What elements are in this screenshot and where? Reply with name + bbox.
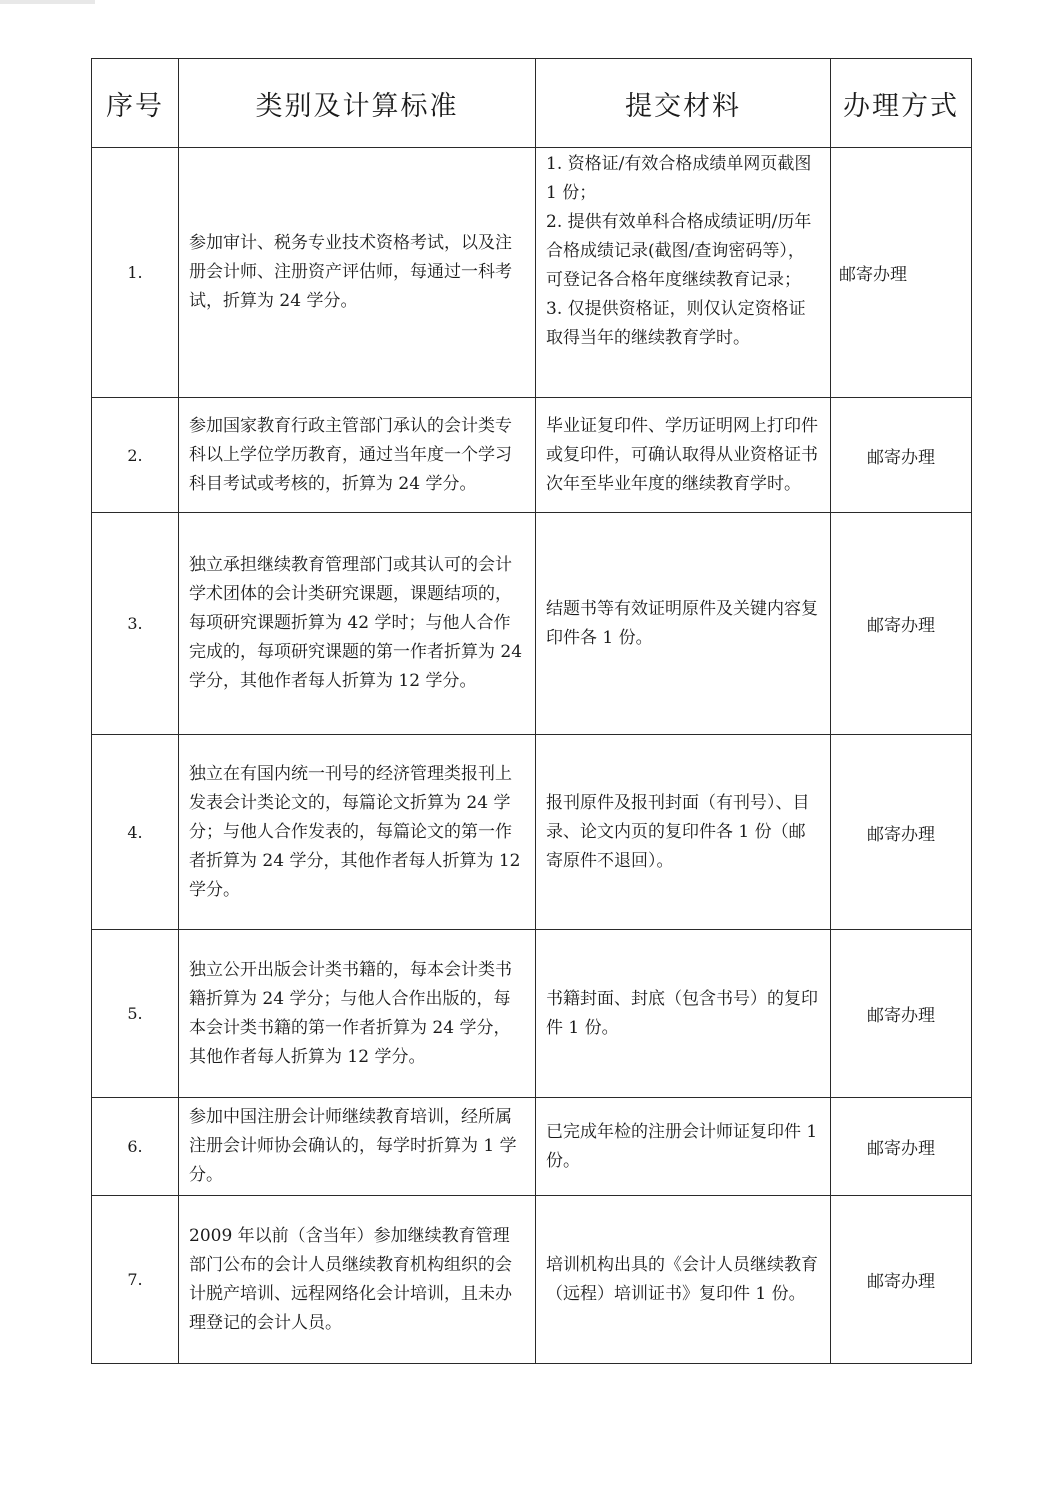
table-row xyxy=(92,1196,972,1364)
row-index: 5. xyxy=(92,930,179,1098)
table-row xyxy=(92,148,972,398)
row-index: 4. xyxy=(92,735,179,930)
row-category: 独立公开出版会计类书籍的，每本会计类书籍折算为 24 学分；与他人合作出版的，每本会计类书籍的第一作者折算为 24 学分，其他作者每人折算为 12 学分。 xyxy=(179,930,536,1098)
table-row xyxy=(92,513,972,735)
table-row xyxy=(92,398,972,513)
header-index: 序号 xyxy=(92,59,179,148)
table-row xyxy=(92,1098,972,1196)
row-category: 2009 年以前（含当年）参加继续教育管理部门公布的会计人员继续教育机构组织的会计脱产培训、远程网络化会计培训，且未办理登记的会计人员。 xyxy=(179,1196,536,1364)
row-materials: 结题书等有效证明原件及关键内容复印件各 1 份。 xyxy=(536,513,831,735)
row-index: 1. xyxy=(92,148,179,398)
row-materials: 培训机构出具的《会计人员继续教育（远程）培训证书》复印件 1 份。 xyxy=(536,1196,831,1364)
scan-edge-mark xyxy=(0,0,95,4)
row-method: 邮寄办理 xyxy=(831,148,972,398)
material-line: 3. 仅提供资格证，则仅认定资格证取得当年的继续教育学时。 xyxy=(546,299,806,348)
row-materials: 毕业证复印件、学历证明网上打印件或复印件，可确认取得从业资格证书次年至毕业年度的继续教育学时。 xyxy=(536,398,831,513)
row-method: 邮寄办理 xyxy=(831,513,972,735)
header-category: 类别及计算标准 xyxy=(179,59,536,148)
row-method: 邮寄办理 xyxy=(831,930,972,1098)
row-materials: 已完成年检的注册会计师证复印件 1 份。 xyxy=(536,1098,831,1196)
table-header-row xyxy=(92,59,972,148)
row-index: 2. xyxy=(92,398,179,513)
header-method: 办理方式 xyxy=(831,59,972,148)
row-category: 参加中国注册会计师继续教育培训，经所属注册会计师协会确认的，每学时折算为 1 学分。 xyxy=(179,1098,536,1196)
continuing-education-table xyxy=(91,58,972,1364)
row-category: 参加国家教育行政主管部门承认的会计类专科以上学位学历教育，通过当年度一个学习科目考试或考核的，折算为 24 学分。 xyxy=(179,398,536,513)
material-line: 1. 资格证/有效合格成绩单网页截图 1 份； xyxy=(546,154,812,203)
row-category: 独立在有国内统一刊号的经济管理类报刊上发表会计类论文的，每篇论文折算为 24 学分；与他人合作发表的，每篇论文的第一作者折算为 24 学分，其他作者每人折算为 12 学分。 xyxy=(179,735,536,930)
row-materials: 书籍封面、封底（包含书号）的复印件 1 份。 xyxy=(536,930,831,1098)
row-category: 独立承担继续教育管理部门或其认可的会计学术团体的会计类研究课题，课题结项的，每项研究课题折算为 42 学时；与他人合作完成的，每项研究课题的第一作者折算为 24 学分，其他作者每人折算为 12 学分。 xyxy=(179,513,536,735)
table-row xyxy=(92,735,972,930)
material-line: 2. 提供有效单科合格成绩证明/历年合格成绩记录(截图/查询密码等），可登记各合格年度继续教育记录； xyxy=(546,212,812,290)
header-materials: 提交材料 xyxy=(536,59,831,148)
row-method: 邮寄办理 xyxy=(831,1196,972,1364)
row-index: 7. xyxy=(92,1196,179,1364)
row-materials: 报刊原件及报刊封面（有刊号）、目录、论文内页的复印件各 1 份（邮寄原件不退回）。 xyxy=(536,735,831,930)
row-method: 邮寄办理 xyxy=(831,1098,972,1196)
row-materials xyxy=(536,148,831,398)
row-category: 参加审计、税务专业技术资格考试，以及注册会计师、注册资产评估师，每通过一科考试，折算为 24 学分。 xyxy=(179,148,536,398)
row-method: 邮寄办理 xyxy=(831,735,972,930)
row-method: 邮寄办理 xyxy=(831,398,972,513)
row-index: 6. xyxy=(92,1098,179,1196)
table-row xyxy=(92,930,972,1098)
row-index: 3. xyxy=(92,513,179,735)
